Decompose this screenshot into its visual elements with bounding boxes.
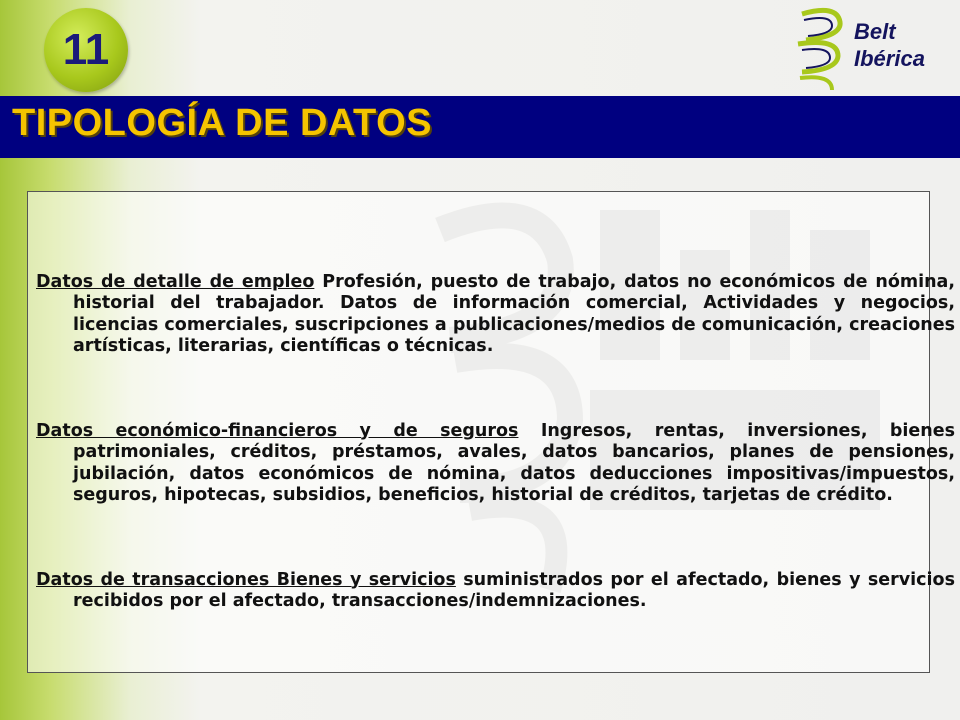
content-box [27,191,955,673]
paragraph-financial-data [36,421,955,507]
slide-number: 11 [62,25,110,74]
paragraph-text: Ingresos, rentas, inversiones, bienes patrimoniales, créditos, préstamos, avales, datos bancarios, planes de pensiones, jubilación, datos económicos de nómina, datos deducciones impositivas/impuestos, seguros, hipotecas, subsidios, beneficios, historial de créditos, tarjetas de crédito. [73,420,955,505]
paragraph-heading: Datos económico-financieros y de seguros [36,420,519,441]
logo-swoosh-icon [792,4,852,94]
logo-word-belt: Belt [854,19,896,44]
slide-number-badge [44,8,128,92]
paragraph-heading: Datos de transacciones Bienes y servicios [36,569,456,590]
paragraph-heading: Datos de detalle de empleo [36,271,315,292]
paragraph-text: suministrados por el afectado, bienes y servicios recibidos por el afectado, transacciones/indemnizaciones. [73,569,955,611]
paragraph-transaction-data [36,570,955,613]
slide-title: TIPOLOGÍA DE DATOS [12,102,432,144]
paragraph-employment-data [36,272,955,358]
belt-iberica-logo [792,4,960,94]
title-bar [0,96,960,158]
paragraph-text: Profesión, puesto de trabajo, datos no económicos de nómina, historial del trabajador. Datos de información comercial, Actividades y negocios, licencias comerciales, suscripciones a publicaciones/medios de comunicación, creaciones artísticas, literarias, científicas o técnicas. [73,271,955,356]
logo-word-iberica: Ibérica [854,46,925,71]
